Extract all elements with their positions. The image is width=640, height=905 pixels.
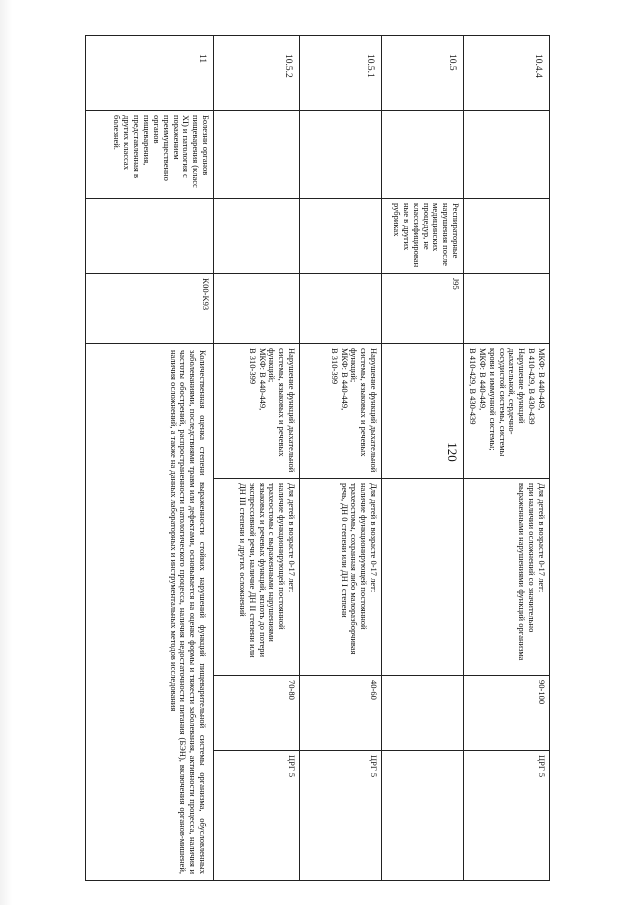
group-cell: ЦРГ 5 bbox=[214, 751, 300, 881]
criteria-cell: Для детей в возрасте 0-17 лет: при наличии осложнений со значительно выраженными нарушениями функций организма bbox=[464, 479, 550, 676]
rotated-table-container bbox=[90, 35, 550, 880]
icd-cell bbox=[300, 274, 382, 344]
row-code: 10.5 bbox=[382, 36, 464, 111]
percent-cell: 70-80 bbox=[214, 676, 300, 751]
icd-cell: K00-K93 bbox=[86, 274, 214, 344]
subclass-cell bbox=[86, 199, 214, 274]
percent-cell: 40-60 bbox=[300, 676, 382, 751]
disability-criteria-table bbox=[85, 35, 550, 881]
criteria-cell: Для детей в возрасте 0-17 лет: наличие функционирующей постоянной трахеостомы, сохранная либо малоразборчивая речь, ДН 0 степени или ДН I степени bbox=[300, 479, 382, 676]
row-code: 10.4.4 bbox=[464, 36, 550, 111]
percent-cell: 90-100 bbox=[464, 676, 550, 751]
subclass-cell bbox=[300, 199, 382, 274]
icd-cell bbox=[464, 274, 550, 344]
icd-cell bbox=[214, 274, 300, 344]
icd-cell: J95 bbox=[382, 274, 464, 344]
table-row bbox=[300, 36, 382, 881]
subclass-cell bbox=[464, 199, 550, 274]
row-code: 11 bbox=[86, 36, 214, 111]
impairment-cell bbox=[382, 344, 464, 479]
impairment-cell: МКФ: B 440-449, B 410-429, B 430-439 Нарушение функций дыхательной, сердечно-сосудистой системы, системы крови и иммунной системы; МКФ: B 440-449, B 410-429, B 430-439 bbox=[464, 344, 550, 479]
group-cell: ЦРГ 5 bbox=[464, 751, 550, 881]
table-row bbox=[214, 36, 300, 881]
row-code: 10.5.2 bbox=[214, 36, 300, 111]
criteria-cell bbox=[382, 479, 464, 676]
percent-cell bbox=[382, 676, 464, 751]
scan-edge-shadow bbox=[0, 0, 12, 905]
impairment-cell: Нарушение функций дыхательной системы, языковых и речевых функций; МКФ: B 440-449, B 310-399 bbox=[300, 344, 382, 479]
evaluation-note-cell: Количественная оценка степени выраженности стойких нарушений функций пищеварительной системы организма, обусловленных заболеваниями, последствиями травм или дефектами, основывается на оценке формы и тяжести заболевания, активности процесса, наличия и частоты обострений, распространенности патологического процесса, наличия недостаточности питания (БЭН), включения органов-мишеней, наличия осложнений, а также на данных лабораторных и инструментальных методов исследования bbox=[86, 344, 214, 881]
group-cell: ЦРГ 5 bbox=[300, 751, 382, 881]
disease-cell: Болезни органов пищеварения (класс XI) и патология с поражением преимущественно органов пищеварения, представленная в других классах болезней. bbox=[86, 111, 214, 199]
group-cell bbox=[382, 751, 464, 881]
row-code: 10.5.1 bbox=[300, 36, 382, 111]
page-number: 120 bbox=[445, 442, 460, 462]
subclass-cell bbox=[214, 199, 300, 274]
disease-cell bbox=[214, 111, 300, 199]
impairment-cell: Нарушение функций дыхательной системы, языковых и речевых функций; МКФ: B 440-449, B 310-399 bbox=[214, 344, 300, 479]
table-row bbox=[464, 36, 550, 881]
disease-cell bbox=[382, 111, 464, 199]
table-row bbox=[86, 36, 214, 881]
table-row bbox=[382, 36, 464, 881]
subclass-cell: Респираторные нарушения после медицинских процедур, не классифицированные в других рубриках bbox=[382, 199, 464, 274]
disease-cell bbox=[464, 111, 550, 199]
criteria-cell: Для детей в возрасте 0-17 лет: наличие функционирующей постоянной трахеостомы с выраженными нарушениями языковых и речевых функций, вплоть до потери экспрессивной речи, наличие ДН II степени или ДН III степени и других осложнений bbox=[214, 479, 300, 676]
disease-cell bbox=[300, 111, 382, 199]
